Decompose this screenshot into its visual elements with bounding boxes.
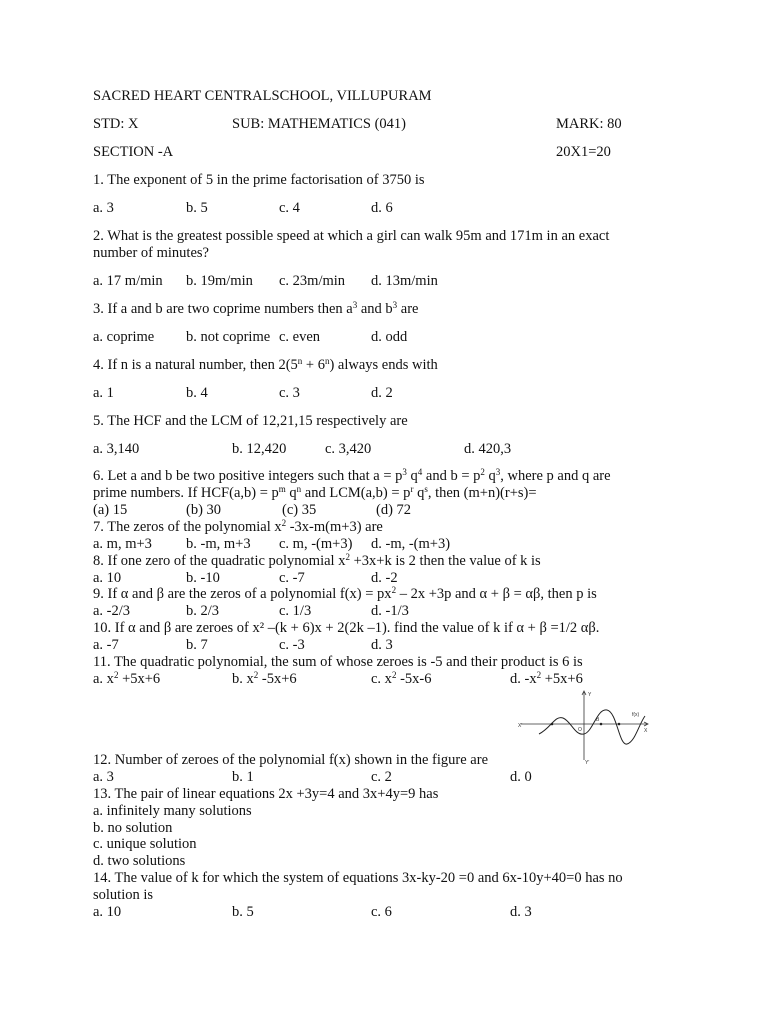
q4-option-b: b. 4 [186, 385, 208, 401]
q14-option-d: d. 3 [510, 904, 532, 920]
question-14-line-2: solution is [93, 887, 154, 903]
q11-option-a: a. $x^2 +5x+6$ [93, 670, 161, 687]
polynomial-curve [539, 710, 645, 744]
q9-option-c: c. 1/3 [279, 603, 312, 619]
q3-option-d: d. odd [371, 329, 408, 345]
x-axis-label: X [644, 728, 648, 734]
q8-option-a: a. 10 [93, 570, 122, 586]
q3-option-c: c. even [279, 329, 321, 345]
y-axis-label: Y [588, 692, 592, 698]
origin-label: O [578, 727, 582, 733]
q11-option-c: c. $x^2$ -5x-6 [371, 670, 432, 687]
q5-option-d: d. 420,3 [464, 441, 512, 457]
q2-option-b: b. 19m/min [186, 273, 253, 289]
q1-option-b: b. 5 [186, 200, 208, 216]
q2-option-c: c. 23m/min [279, 273, 346, 289]
q6-option-a: (a) 15 [93, 502, 128, 518]
q3-option-a: a. coprime [93, 329, 155, 345]
q8-option-c: c. -7 [279, 570, 305, 586]
q5-option-c: c. 3,420 [325, 441, 372, 457]
q11-option-b: b. $x^2$ -5x+6 [232, 670, 297, 687]
q12-option-a: a. 3 [93, 769, 114, 785]
question-2-line-1: 2. What is the greatest possible speed at which a girl can walk 95m and 171m in an exact [93, 228, 610, 244]
q7-option-a: a. m, m+3 [93, 536, 152, 552]
q1-option-c: c. 4 [279, 200, 300, 216]
q8-option-d: d. -2 [371, 570, 398, 586]
q4-option-c: c. 3 [279, 385, 300, 401]
q3-option-b: b. not coprime [186, 329, 271, 345]
q7-option-b: b. -m, m+3 [186, 536, 251, 552]
q12-option-c: c. 2 [371, 769, 392, 785]
q10-option-a: a. -7 [93, 637, 119, 653]
std-label: STD: X [93, 116, 139, 132]
zero-point-1 [551, 723, 554, 726]
q7-option-c: c. m, -(m+3) [279, 536, 353, 552]
q2-option-d: d. 13m/min [371, 273, 438, 289]
q13-option-d: d. two solutions [93, 853, 186, 869]
q10-option-d: d. 3 [371, 637, 393, 653]
question-10: 10. If α and β are zeroes of x² –(k + 6)x + 2(2k –1). find the value of k if α + β =1/2 αβ. [93, 620, 600, 636]
question-6-line-2: prime numbers. If $HCF(a,b) = p^m$ $q^n$ and $LCM(a,b) = p^r$ $q^s$, then (m+n)(r+s)= [93, 484, 537, 501]
q9-option-a: a. -2/3 [93, 603, 131, 619]
q6-option-d: (d) 72 [376, 502, 412, 518]
q4-option-d: d. 2 [371, 385, 393, 401]
q6-option-b: (b) 30 [186, 502, 222, 518]
question-4: 4. If n is a natural number, then $2(5^n + 6^n)$ always ends with [93, 356, 438, 373]
q1-option-a: a. 3 [93, 200, 114, 216]
q13-option-c: c. unique solution [93, 836, 197, 852]
question-9: 9. If α and β are the zeros of a polynomial $f(x) = px^2 - 2x +3p$ and α + β = αβ, then p is [93, 585, 597, 602]
q14-option-a: a. 10 [93, 904, 122, 920]
q11-option-d: d. $-x^2 +5x+6$ [510, 670, 583, 687]
q1-option-d: d. 6 [371, 200, 393, 216]
zero-point-3 [618, 723, 621, 726]
x-neg-axis-label: X' [518, 723, 523, 729]
section-title: SECTION -A [93, 144, 174, 160]
q6-option-c: (c) 35 [282, 502, 317, 518]
q7-option-d: d. -m, -(m+3) [371, 536, 451, 552]
school-name: SACRED HEART CENTRALSCHOOL, VILLUPURAM [93, 88, 432, 104]
question-11: 11. The quadratic polynomial, the sum of whose zeroes is -5 and their product is 6 is [93, 654, 583, 670]
q9-option-d: d. -1/3 [371, 603, 409, 619]
q9-option-b: b. 2/3 [186, 603, 220, 619]
q2-option-a: a. 17 m/min [93, 273, 163, 289]
zero-point-2 [600, 723, 603, 726]
q13-option-b: b. no solution [93, 820, 173, 836]
question-8: 8. If one zero of the quadratic polynomial $x^2 +3x+k$ is 2 then the value of k is [93, 552, 541, 569]
q8-option-b: b. -10 [186, 570, 220, 586]
q13-option-a: a. infinitely many solutions [93, 803, 252, 819]
point-label: B [596, 717, 600, 723]
question-6-line-1: 6. Let a and b be two positive integers such that $a = p^3$ $q^4$ and $b = p^2$ $q^3$, where p and q are [93, 467, 611, 484]
q5-option-b: b. 12,420 [232, 441, 287, 457]
question-7: 7. The zeros of the polynomial $x^2$ -3x-m(m+3) are [93, 518, 383, 535]
q5-option-a: a. 3,140 [93, 441, 140, 457]
q14-option-c: c. 6 [371, 904, 392, 920]
q14-option-b: b. 5 [232, 904, 254, 920]
question-13: 13. The pair of linear equations 2x +3y=4 and 3x+4y=9 has [93, 786, 439, 802]
q10-option-c: c. -3 [279, 637, 305, 653]
section-marks: 20X1=20 [556, 144, 611, 160]
q12-option-b: b. 1 [232, 769, 254, 785]
q4-option-a: a. 1 [93, 385, 114, 401]
question-5: 5. The HCF and the LCM of 12,21,15 respectively are [93, 413, 408, 429]
question-3: 3. If a and b are two coprime numbers then $a^3$ and $b^3$ are [93, 300, 419, 317]
question-2-line-2: number of minutes? [93, 245, 209, 261]
marks-label: MARK: 80 [556, 116, 622, 132]
question-1: 1. The exponent of 5 in the prime factorisation of 3750 is [93, 172, 425, 188]
polynomial-graph-figure [515, 688, 655, 768]
q12-option-d: d. 0 [510, 769, 532, 785]
subject-label: SUB: MATHEMATICS (041) [232, 116, 407, 132]
question-12: 12. Number of zeroes of the polynomial f(x) shown in the figure are [93, 752, 489, 768]
question-14-line-1: 14. The value of k for which the system of equations 3x-ky-20 =0 and 6x-10y+40=0 has no [93, 870, 623, 886]
q10-option-b: b. 7 [186, 637, 208, 653]
y-neg-axis-label: Y' [585, 760, 590, 766]
curve-label: f(x) [632, 712, 640, 718]
